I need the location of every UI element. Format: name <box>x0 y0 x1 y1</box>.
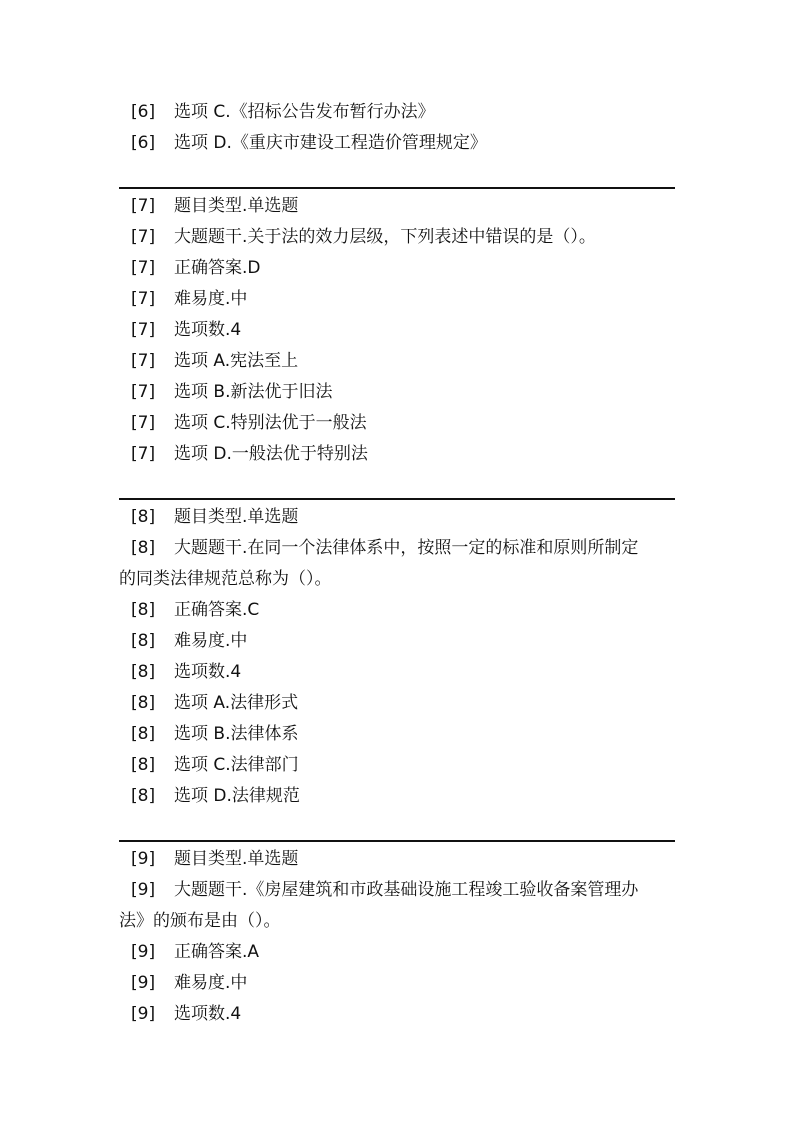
question-6-block <box>119 97 675 159</box>
question-7-block <box>119 191 675 470</box>
separator-rule <box>119 498 675 500</box>
q9-option-count: [9] 选项数.4 <box>131 1004 242 1024</box>
q8-option-count: [8] 选项数.4 <box>131 662 242 682</box>
q8-type: [8] 题目类型.单选题 <box>131 507 299 527</box>
q7-type: [7] 题目类型.单选题 <box>131 196 299 216</box>
q8-option-b: [8] 选项 B.法律体系 <box>131 724 299 744</box>
spacer <box>119 470 675 498</box>
q7-option-c: [7] 选项 C.特别法优于一般法 <box>131 413 367 433</box>
q9-stem: [9] 大题题干.《房屋建筑和市政基础设施工程竣工验收备案管理办 法》的颁布是由（）。 <box>119 880 639 931</box>
separator-rule <box>119 840 675 842</box>
q8-difficulty: [8] 难易度.中 <box>131 631 248 651</box>
q8-option-a: [8] 选项 A.法律形式 <box>131 693 299 713</box>
q7-stem: [7] 大题题干.关于法的效力层级，下列表述中错误的是（）。 <box>131 227 596 247</box>
q9-answer: [9] 正确答案.A <box>131 942 260 962</box>
q8-answer: [8] 正确答案.C <box>131 600 260 620</box>
q8-option-c: [8] 选项 C.法律部门 <box>131 755 299 775</box>
spacer <box>119 159 675 187</box>
q7-difficulty: [7] 难易度.中 <box>131 289 248 309</box>
question-9-block <box>119 844 675 1030</box>
q9-type: [9] 题目类型.单选题 <box>131 849 299 869</box>
q7-option-count: [7] 选项数.4 <box>131 320 242 340</box>
separator-rule <box>119 187 675 189</box>
q6-option-c: [6] 选项 C.《招标公告发布暂行办法》 <box>131 102 435 122</box>
q8-stem: [8] 大题题干.在同一个法律体系中，按照一定的标准和原则所制定 的同类法律规范总称为（）。 <box>119 538 639 589</box>
q7-option-a: [7] 选项 A.宪法至上 <box>131 351 299 371</box>
q7-option-b: [7] 选项 B.新法优于旧法 <box>131 382 333 402</box>
q8-option-d: [8] 选项 D.法律规范 <box>131 786 300 806</box>
question-list <box>119 97 675 1030</box>
spacer <box>119 812 675 840</box>
question-8-block <box>119 502 675 812</box>
q6-option-d: [6] 选项 D.《重庆市建设工程造价管理规定》 <box>131 133 487 153</box>
q9-difficulty: [9] 难易度.中 <box>131 973 248 993</box>
q7-option-d: [7] 选项 D.一般法优于特别法 <box>131 444 368 464</box>
q7-answer: [7] 正确答案.D <box>131 258 261 278</box>
